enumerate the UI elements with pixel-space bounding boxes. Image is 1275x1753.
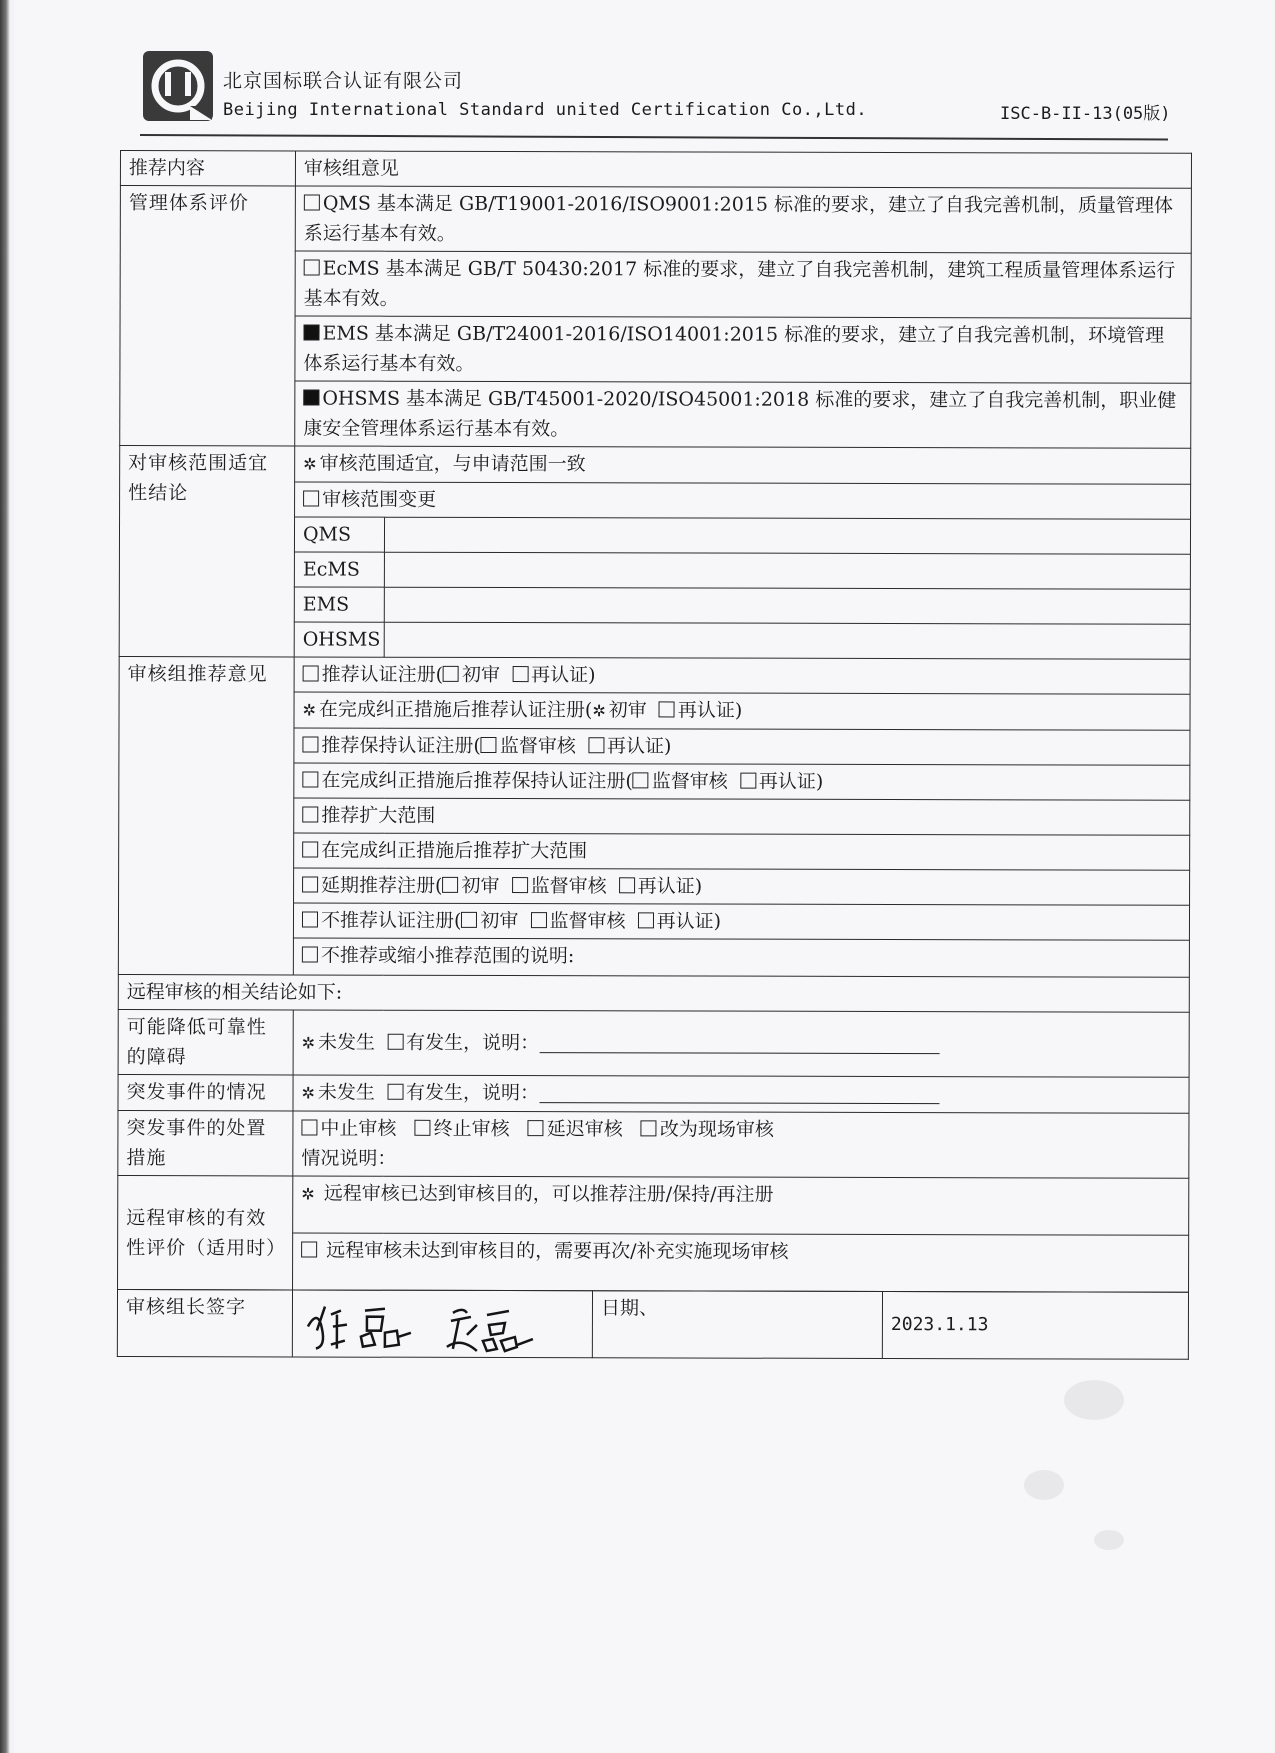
checkbox[interactable] (740, 773, 756, 789)
checkbox[interactable] (302, 876, 318, 892)
scope-sub-qms: QMS (294, 517, 384, 552)
table-row (118, 974, 1189, 1012)
company-name-cn: 北京国标联合认证有限公司 (223, 70, 464, 92)
option-text: 再认证) (758, 770, 824, 793)
option-text: 再认证) (656, 910, 722, 933)
incident-label: 突发事件的情况 (118, 1074, 293, 1110)
checkbox[interactable] (302, 911, 318, 927)
table-row (118, 1110, 1189, 1178)
option-text: 终止审核 (433, 1117, 510, 1141)
star-mark-icon[interactable]: ✲ (302, 700, 316, 720)
star-mark-icon[interactable]: ✲ (301, 1032, 316, 1053)
remote-title: 远程审核的相关结论如下: (118, 974, 1189, 1012)
checkbox[interactable] (512, 877, 528, 893)
recommend-label: 审核组推荐意见 (118, 656, 294, 974)
effectiveness-opt2 (293, 1233, 1189, 1292)
scope-sub-ecms: EcMS (294, 552, 384, 587)
mgmt-row-text: OHSMS 基本满足 GB/T45001-2020/ISO45001:2018 标准的要求，建立了自我完善机制，职业健康安全管理体系运行基本有效。 (303, 387, 1177, 441)
recommend-r9 (293, 938, 1189, 977)
scope-ecms-field[interactable] (384, 552, 1190, 589)
recommend-r8 (293, 903, 1189, 940)
option-text: 监督审核 (651, 770, 728, 793)
checkbox[interactable] (301, 1119, 317, 1135)
checkbox[interactable] (387, 1084, 403, 1100)
option-text: 延迟审核 (546, 1118, 623, 1141)
signature-field[interactable] (292, 1290, 592, 1358)
option-text: 中止审核 (320, 1117, 397, 1140)
date-label: 日期、 (592, 1291, 882, 1359)
checkbox[interactable] (461, 912, 477, 928)
option-text: 有发生，说明： (406, 1031, 540, 1054)
mgmt-row-text: EMS 基本满足 GB/T24001-2016/ISO14001:2015 标准的要求，建立了自我完善机制，环境管理体系运行基本有效。 (303, 322, 1165, 375)
isc-logo-icon (140, 48, 216, 124)
table-header-row (120, 151, 1191, 189)
scope-ems-field[interactable] (384, 587, 1190, 624)
column-header-opinion: 审核组意见 (295, 151, 1191, 188)
effectiveness-opt1 (293, 1176, 1189, 1235)
leader-sign-label: 审核组长签字 (117, 1289, 292, 1356)
option-text: 有发生，说明： (406, 1081, 540, 1105)
option-text: 再认证) (637, 875, 703, 898)
handling-note: 情况说明： (301, 1147, 397, 1170)
handling-options (293, 1111, 1189, 1178)
scan-speck (1094, 1530, 1124, 1550)
table-row (119, 656, 1190, 694)
mgmt-row-text: QMS 基本满足 GB/T19001-2016/ISO9001:2015 标准的要求，建立了自我完善机制，质量管理体系运行基本有效。 (303, 192, 1174, 245)
checkbox[interactable] (302, 841, 318, 857)
recommend-r7 (294, 868, 1190, 905)
checkbox[interactable] (530, 912, 546, 928)
scope-opt1 (295, 446, 1191, 484)
column-header-item: 推荐内容 (120, 151, 295, 186)
option-text: 初审 (461, 874, 500, 897)
option-text: 在完成纠正措施后推荐认证注册( (318, 698, 593, 722)
checkbox[interactable] (302, 946, 318, 962)
option-text: 在完成纠正措施后推荐扩大范围 (321, 839, 588, 863)
recommend-r3 (294, 728, 1190, 765)
obstacle-options (293, 1010, 1189, 1077)
option-text: 未发生 (317, 1081, 375, 1104)
scope-opt1-text: 审核范围适宜，与申请范围一致 (319, 452, 586, 476)
option-text: 监督审核 (549, 910, 626, 933)
checkbox[interactable] (633, 772, 649, 788)
option-text: 在完成纠正措施后推荐保持认证注册( (321, 769, 633, 793)
handwritten-signature (303, 1296, 553, 1357)
option-text: 远程审核已达到审核目的，可以推荐注册/保持/再注册 (317, 1182, 774, 1206)
handling-label: 突发事件的处置措施 (118, 1110, 293, 1175)
table-row (118, 1009, 1189, 1077)
recommend-r6 (294, 833, 1190, 870)
checkbox[interactable] (641, 1120, 657, 1136)
checkbox[interactable] (387, 1033, 403, 1049)
scope-opt2-text: 审核范围变更 (322, 488, 437, 511)
option-text: 初审 (608, 699, 647, 722)
scope-qms-field[interactable] (384, 517, 1190, 554)
option-text: 再认证) (677, 699, 743, 722)
checkbox[interactable] (303, 665, 319, 681)
option-text: 推荐保持认证注册( (321, 734, 481, 757)
incident-options (293, 1075, 1189, 1113)
scope-opt2 (295, 482, 1191, 519)
scope-label: 对审核范围适宜性结论 (119, 446, 295, 657)
recommend-r2 (294, 692, 1190, 730)
checkbox[interactable] (528, 1120, 544, 1136)
scan-speck (1024, 1470, 1064, 1500)
option-text: 推荐认证注册( (321, 663, 444, 686)
option-text: 监督审核 (530, 875, 607, 898)
checkbox[interactable] (302, 771, 318, 787)
option-text: 初审 (480, 909, 519, 933)
option-text: 推荐扩大范围 (321, 804, 436, 827)
mgmt-row-ohsms (295, 381, 1191, 448)
recommend-r5 (294, 798, 1190, 835)
checkbox[interactable] (301, 1241, 317, 1257)
option-text: 再认证) (606, 735, 672, 758)
option-text: 未发生 (318, 1031, 376, 1054)
table-row (120, 186, 1191, 254)
signature-row (117, 1289, 1188, 1359)
checkbox[interactable] (442, 877, 458, 893)
table-row (120, 446, 1191, 485)
scan-speck (1064, 1380, 1124, 1420)
mgmt-row-ems (295, 316, 1191, 383)
table-row (118, 1175, 1189, 1235)
option-text: 再认证) (531, 664, 596, 687)
option-text: 不推荐或缩小推荐范围的说明: (320, 944, 575, 968)
checkbox[interactable] (302, 806, 318, 822)
obstacle-label: 可能降低可靠性的障碍 (118, 1009, 293, 1074)
scope-sub-ems: EMS (294, 587, 384, 622)
star-mark-icon[interactable]: ✲ (303, 454, 317, 474)
star-mark-icon[interactable]: ✲ (301, 1083, 315, 1103)
option-text: 远程审核未达到审核目的，需要再次/补充实施现场审核 (320, 1239, 789, 1263)
checkbox[interactable] (302, 736, 318, 752)
option-text: 监督审核 (499, 734, 576, 758)
mgmt-row-qms (295, 186, 1191, 253)
checkbox[interactable] (619, 877, 635, 893)
scope-sub-ohsms: OHSMS (294, 622, 384, 657)
qms-checkbox[interactable] (304, 194, 320, 210)
option-text: 延期推荐注册( (321, 874, 443, 897)
document-code: ISC-B-II-13(05版) (1000, 104, 1171, 124)
scope-change-checkbox[interactable] (303, 490, 319, 506)
obstacle-note-field[interactable] (539, 1032, 939, 1054)
scope-ohsms-field[interactable] (384, 622, 1190, 659)
checkbox[interactable] (659, 701, 675, 717)
effectiveness-label: 远程审核的有效性评价（适用时） (118, 1175, 293, 1289)
checkbox[interactable] (443, 666, 459, 682)
checkbox[interactable] (481, 737, 497, 753)
star-mark-icon[interactable]: ✲ (301, 1184, 315, 1204)
option-text: 初审 (462, 663, 501, 686)
star-mark-icon[interactable]: ✲ (592, 701, 606, 721)
mgmt-row-ecms (295, 251, 1191, 318)
recommend-r1 (294, 657, 1190, 694)
checkbox[interactable] (638, 912, 654, 928)
checkbox[interactable] (588, 737, 604, 753)
recommend-r4 (294, 763, 1190, 800)
option-text: 改为现场审核 (659, 1118, 774, 1141)
table-row (118, 1074, 1189, 1113)
incident-note-field[interactable] (539, 1082, 939, 1104)
mgmt-row-text: EcMS 基本满足 GB/T 50430:2017 标准的要求，建立了自我完善机制，建筑工程质量管理体系运行基本有效。 (303, 257, 1176, 310)
ems-checkbox-checked[interactable] (304, 324, 320, 340)
scan-edge (0, 0, 10, 1753)
audit-opinion-form (117, 150, 1192, 1360)
checkbox[interactable] (512, 666, 528, 682)
checkbox[interactable] (415, 1120, 431, 1136)
option-text: 不推荐认证注册( (320, 909, 462, 932)
ohsms-checkbox-checked[interactable] (303, 389, 319, 405)
ecms-checkbox[interactable] (304, 259, 320, 275)
company-name-en: Beijing International Standard united Certification Co.,Ltd. (223, 100, 868, 120)
date-value: 2023.1.13 (882, 1292, 1188, 1360)
mgmt-eval-label: 管理体系评价 (120, 186, 296, 446)
